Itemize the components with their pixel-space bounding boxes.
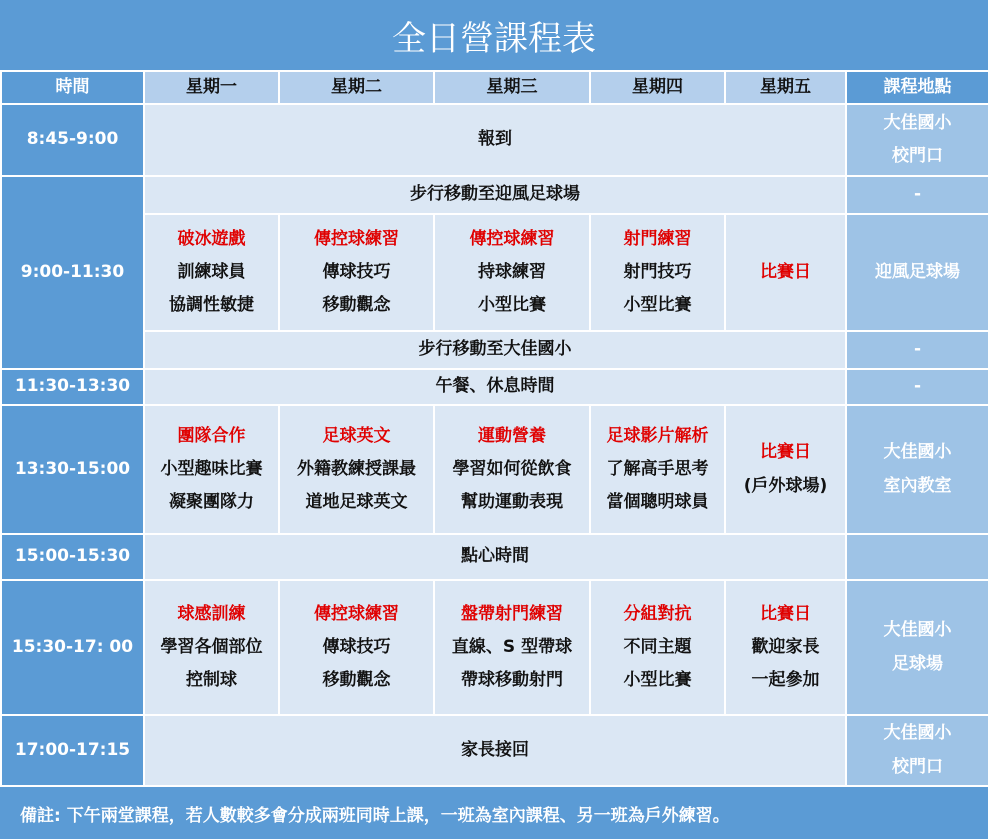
session-title: 足球影片解析 — [606, 425, 709, 446]
location-line: 大佳國小 — [883, 442, 952, 463]
event-cell: 報到 — [144, 104, 846, 176]
session-title: 盤帶射門練習 — [461, 603, 563, 624]
session-line: 小型比賽 — [478, 295, 546, 316]
session-line: 傳球技巧 — [322, 261, 391, 282]
header-day-mon: 星期一 — [144, 71, 279, 104]
session-line: 學習如何從飲食 — [452, 458, 572, 479]
header-day-tue: 星期二 — [279, 71, 434, 104]
session-title: 傳控球練習 — [314, 228, 399, 249]
location-cell — [846, 104, 988, 176]
session-cell-fri — [725, 580, 846, 715]
session-cell-fri — [725, 214, 846, 331]
event-cell: 點心時間 — [144, 534, 846, 580]
time-cell: 8:45-9:00 — [1, 104, 144, 176]
location-line: 大佳國小 — [883, 112, 952, 133]
session-cell-mon — [144, 580, 279, 715]
location-cell: 迎風足球場 — [846, 214, 988, 331]
session-cell-thu — [590, 580, 725, 715]
row-lunch — [1, 369, 988, 405]
session-title: 團隊合作 — [177, 425, 246, 446]
page-title: 全日營課程表 — [0, 0, 988, 70]
session-cell-fri — [725, 405, 846, 534]
time-cell: 9:00-11:30 — [1, 176, 144, 369]
session-line: 小型趣味比賽 — [160, 458, 263, 479]
header-day-fri: 星期五 — [725, 71, 846, 104]
location-cell: - — [846, 176, 988, 214]
header-time: 時間 — [1, 71, 144, 104]
time-cell: 11:30-13:30 — [1, 369, 144, 405]
time-cell: 15:30-17: 00 — [1, 580, 144, 715]
session-title: 傳控球練習 — [314, 603, 399, 624]
location-line: 校門口 — [892, 756, 943, 777]
session-line: 了解高手思考 — [606, 458, 709, 479]
row-morning-return — [1, 331, 988, 369]
session-title: 比賽日 — [760, 261, 811, 282]
session-title: 分組對抗 — [623, 603, 692, 624]
session-cell-tue — [279, 405, 434, 534]
row-afternoon-session-1 — [1, 405, 988, 534]
row-morning-session — [1, 214, 988, 331]
schedule-table — [0, 70, 988, 787]
session-line: 直線、S 型帶球 — [451, 636, 573, 657]
session-line: 帶球移動射門 — [461, 670, 563, 691]
location-line: 足球場 — [892, 653, 943, 674]
session-line: 幫助運動表現 — [461, 492, 563, 513]
location-line: 校門口 — [892, 146, 943, 166]
session-cell-tue — [279, 580, 434, 715]
location-line: 大佳國小 — [883, 723, 952, 744]
session-title: 球感訓練 — [177, 603, 246, 624]
location-line: 室內教室 — [883, 475, 952, 496]
session-line: 傳球技巧 — [322, 636, 391, 657]
session-title: 破冰遊戲 — [177, 228, 246, 249]
session-line: 學習各個部位 — [160, 636, 263, 657]
row-morning-walk — [1, 176, 988, 214]
event-cell: 午餐、休息時間 — [144, 369, 846, 405]
header-day-wed: 星期三 — [434, 71, 590, 104]
time-cell: 17:00-17:15 — [1, 715, 144, 786]
session-title: 運動營養 — [478, 425, 546, 446]
session-line: 訓練球員 — [177, 261, 246, 282]
session-line: 移動觀念 — [322, 295, 391, 316]
session-cell-mon — [144, 405, 279, 534]
row-afternoon-session-2 — [1, 580, 988, 715]
row-checkin — [1, 104, 988, 176]
row-pickup — [1, 715, 988, 786]
session-cell-mon — [144, 214, 279, 331]
session-title: 射門練習 — [623, 228, 692, 249]
location-cell — [846, 534, 988, 580]
header-row — [1, 71, 988, 104]
session-cell-wed — [434, 214, 590, 331]
session-line: 小型比賽 — [623, 295, 692, 316]
session-line: 道地足球英文 — [305, 492, 408, 513]
session-line: 凝聚團隊力 — [169, 492, 254, 513]
row-snack — [1, 534, 988, 580]
time-cell: 15:00-15:30 — [1, 534, 144, 580]
session-line: 移動觀念 — [322, 670, 391, 691]
location-cell: - — [846, 331, 988, 369]
session-line: 外籍教練授課最 — [297, 458, 416, 479]
session-line: 歡迎家長 — [751, 636, 820, 657]
location-cell — [846, 715, 988, 786]
session-title: 比賽日 — [760, 603, 811, 624]
footer-note: 備註: 下午兩堂課程，若人數較多會分成兩班同時上課，一班為室內課程、另一班為戶外練習。 — [0, 787, 988, 839]
session-line: (戶外球場) — [743, 475, 828, 496]
session-cell-wed — [434, 405, 590, 534]
time-cell: 13:30-15:00 — [1, 405, 144, 534]
session-line: 控制球 — [186, 670, 237, 691]
session-cell-thu — [590, 405, 725, 534]
session-title: 比賽日 — [760, 442, 811, 463]
session-cell-wed — [434, 580, 590, 715]
location-cell — [846, 580, 988, 715]
location-cell — [846, 405, 988, 534]
session-line: 當個聰明球員 — [606, 492, 709, 513]
event-cell: 家長接回 — [144, 715, 846, 786]
session-title: 足球英文 — [322, 425, 391, 446]
location-cell: - — [846, 369, 988, 405]
session-cell-tue — [279, 214, 434, 331]
session-cell-thu — [590, 214, 725, 331]
header-location: 課程地點 — [846, 71, 988, 104]
session-line: 協調性敏捷 — [169, 295, 254, 316]
session-line: 不同主題 — [623, 636, 692, 657]
session-title: 傳控球練習 — [469, 228, 555, 249]
session-line: 小型比賽 — [623, 670, 692, 691]
header-day-thu: 星期四 — [590, 71, 725, 104]
session-line: 射門技巧 — [623, 261, 692, 282]
event-cell: 步行移動至迎風足球場 — [144, 176, 846, 214]
session-line: 持球練習 — [478, 261, 546, 282]
event-cell: 步行移動至大佳國小 — [144, 331, 846, 369]
session-line: 一起參加 — [751, 670, 820, 691]
location-line: 大佳國小 — [883, 620, 952, 641]
